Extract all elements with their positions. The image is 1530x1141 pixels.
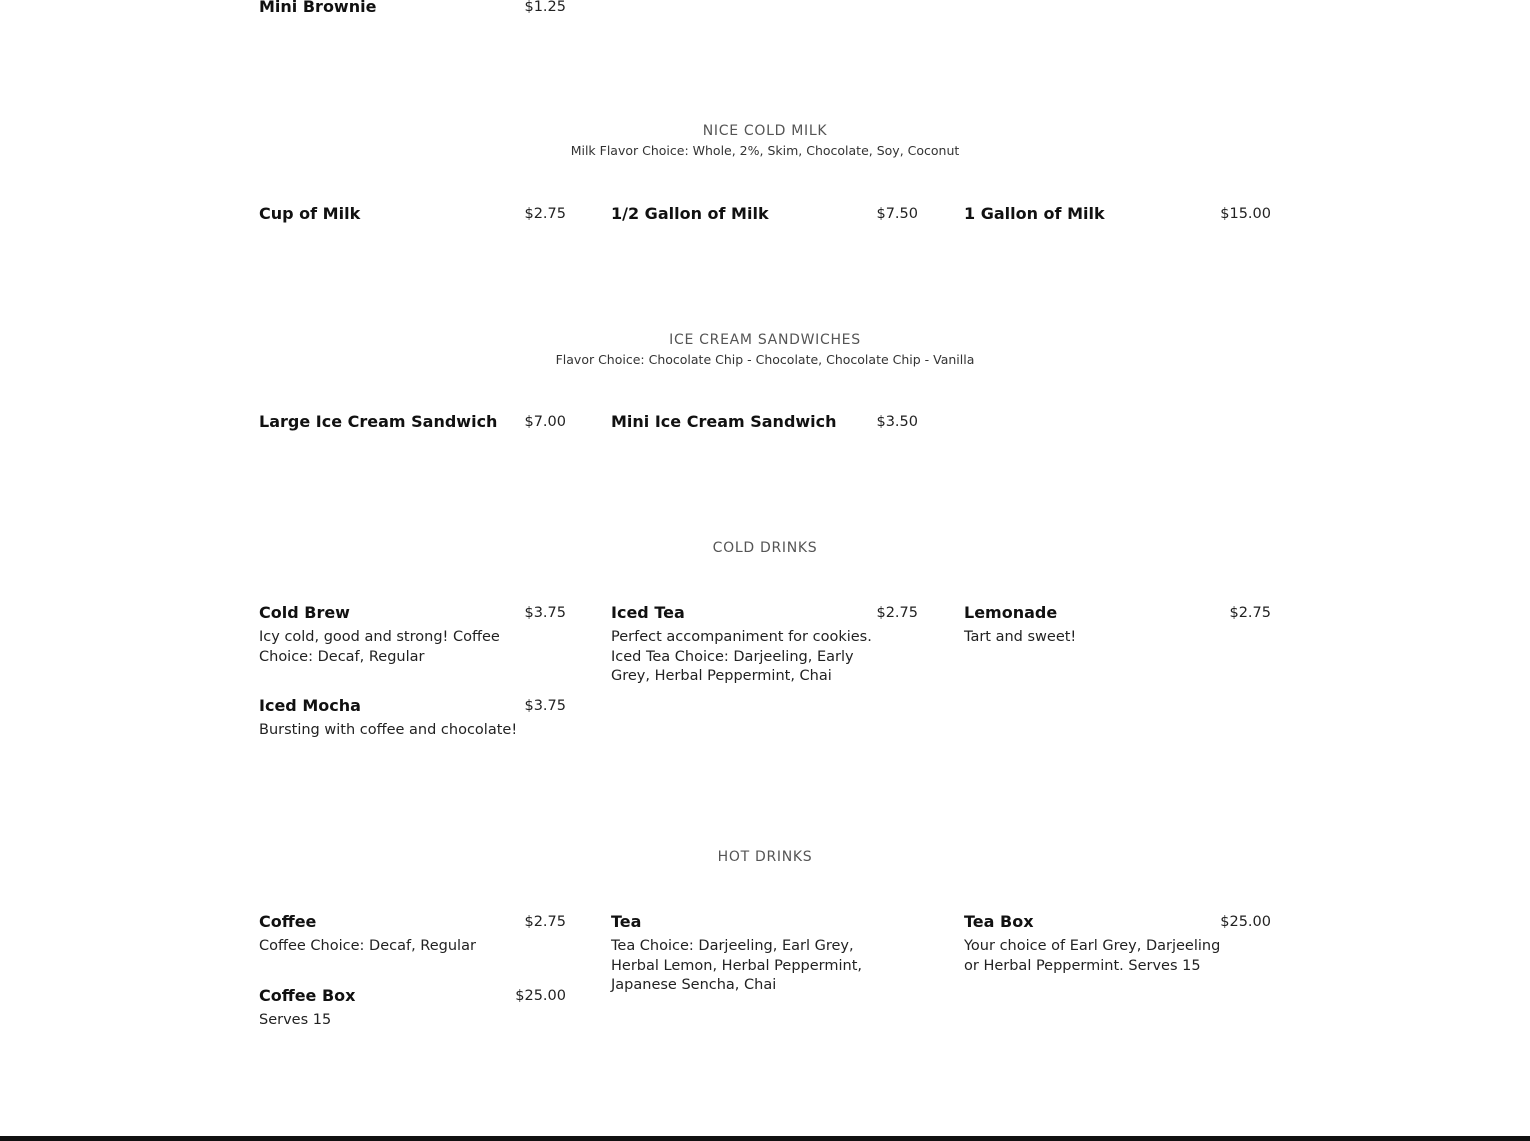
- menu-item-header: [611, 912, 918, 932]
- menu-item-price: $2.75: [524, 206, 566, 222]
- menu-column: [259, 603, 566, 770]
- menu-item-price: $2.75: [1229, 605, 1271, 621]
- menu-item: [259, 696, 566, 741]
- menu-item-price: $7.00: [524, 414, 566, 430]
- menu-item: [964, 912, 1271, 976]
- menu-item-description: Perfect accompaniment for cookies. Iced Tea Choice: Darjeeling, Early Grey, Herbal Peppermint, Chai: [611, 629, 872, 684]
- menu-item-header: [611, 204, 918, 224]
- menu-item: [964, 603, 1271, 648]
- menu-item: [259, 603, 566, 667]
- menu-item: [611, 603, 918, 687]
- menu-item-name: Lemonade: [964, 603, 1058, 622]
- menu-item-header: [259, 912, 566, 932]
- section-header: [0, 539, 1530, 557]
- menu-item-name: Mini Brownie: [259, 0, 377, 16]
- menu-item-header: [259, 986, 566, 1006]
- menu-item-price: $7.50: [876, 206, 918, 222]
- menu-item-header: [259, 412, 566, 432]
- menu-item-description: Tart and sweet!: [964, 629, 1077, 645]
- menu-item-name: Iced Tea: [611, 603, 685, 622]
- section-ice-cream-sandwiches: [0, 331, 1530, 368]
- menu-item-name: 1 Gallon of Milk: [964, 204, 1105, 223]
- menu-item-price: $3.50: [876, 414, 918, 430]
- section-cold-drinks: [0, 539, 1530, 557]
- section-title: COLD DRINKS: [712, 540, 818, 556]
- section-nice-cold-milk: [0, 122, 1530, 159]
- menu-item-name: 1/2 Gallon of Milk: [611, 204, 769, 223]
- menu-item: [259, 412, 566, 432]
- menu-item-header: [964, 204, 1271, 224]
- menu-item: [259, 986, 566, 1031]
- menu-item-price: $2.75: [876, 605, 918, 621]
- menu-item-description: Coffee Choice: Decaf, Regular: [259, 938, 476, 954]
- menu-item-name: Iced Mocha: [259, 696, 361, 715]
- menu-item-price: $15.00: [1220, 206, 1271, 222]
- menu-item-header: [259, 204, 566, 224]
- menu-column: [611, 603, 918, 716]
- menu-item-header: [259, 0, 566, 17]
- menu-column: [611, 204, 918, 253]
- menu-item: [259, 912, 566, 957]
- menu-item-name: Tea Box: [964, 912, 1034, 931]
- menu-item-header: [259, 603, 566, 623]
- menu-item-price: $3.75: [524, 605, 566, 621]
- menu-item-name: Tea: [611, 912, 642, 931]
- menu-column: [611, 912, 918, 1025]
- menu-column: [259, 412, 566, 461]
- section-subtitle: Flavor Choice: Chocolate Chip - Chocolate, Chocolate Chip - Vanilla: [555, 352, 975, 367]
- menu-item: [611, 912, 918, 996]
- menu-item-price: $2.75: [524, 914, 566, 930]
- menu-column: [259, 0, 566, 46]
- menu-item-description: Tea Choice: Darjeeling, Earl Grey, Herbal Lemon, Herbal Peppermint, Japanese Sencha, Chai: [611, 938, 862, 993]
- menu-column: [259, 912, 566, 1059]
- menu-item-description: Bursting with coffee and chocolate!: [259, 722, 518, 738]
- section-header: [0, 122, 1530, 159]
- menu-item-price: $25.00: [515, 987, 566, 1004]
- menu-column: [611, 412, 918, 461]
- menu-column: [259, 204, 566, 253]
- menu-item-header: [964, 603, 1271, 623]
- menu-item: [611, 412, 918, 432]
- section-hot-drinks: [0, 848, 1530, 866]
- menu-item: [259, 204, 566, 224]
- menu-item: [259, 0, 566, 17]
- menu-item: [964, 204, 1271, 224]
- menu-column: [964, 603, 1271, 677]
- menu-item-name: Cup of Milk: [259, 204, 361, 223]
- menu-item-name: Large Ice Cream Sandwich: [259, 412, 498, 431]
- menu-item-name: Mini Ice Cream Sandwich: [611, 412, 837, 431]
- menu-item-description: Your choice of Earl Grey, Darjeeling or Herbal Peppermint. Serves 15: [964, 938, 1221, 974]
- menu-column: [964, 912, 1271, 1005]
- section-header: [0, 331, 1530, 368]
- menu-item-description: Icy cold, good and strong! Coffee Choice: Decaf, Regular: [259, 629, 500, 665]
- menu-item-price: $1.25: [524, 0, 566, 15]
- menu-item-header: [611, 603, 918, 623]
- section-title: NICE COLD MILK: [702, 123, 828, 139]
- menu-item-header: [259, 696, 566, 716]
- menu-column: [964, 204, 1271, 253]
- menu-item-name: Cold Brew: [259, 603, 350, 622]
- menu-item-header: [964, 912, 1271, 932]
- section-header: [0, 848, 1530, 866]
- menu-item-header: [611, 412, 918, 432]
- menu-item-price: $25.00: [1220, 914, 1271, 930]
- section-subtitle: Milk Flavor Choice: Whole, 2%, Skim, Chocolate, Soy, Coconut: [570, 143, 960, 158]
- menu-item-name: Coffee Box: [259, 985, 356, 1005]
- menu-item-name: Coffee: [259, 912, 317, 931]
- menu-item: [611, 204, 918, 224]
- menu-item-description: Serves 15: [259, 1011, 332, 1028]
- footer-divider: [0, 1136, 1530, 1141]
- section-title: ICE CREAM SANDWICHES: [669, 332, 861, 348]
- section-title: HOT DRINKS: [717, 849, 813, 865]
- menu-item-price: $3.75: [524, 698, 566, 714]
